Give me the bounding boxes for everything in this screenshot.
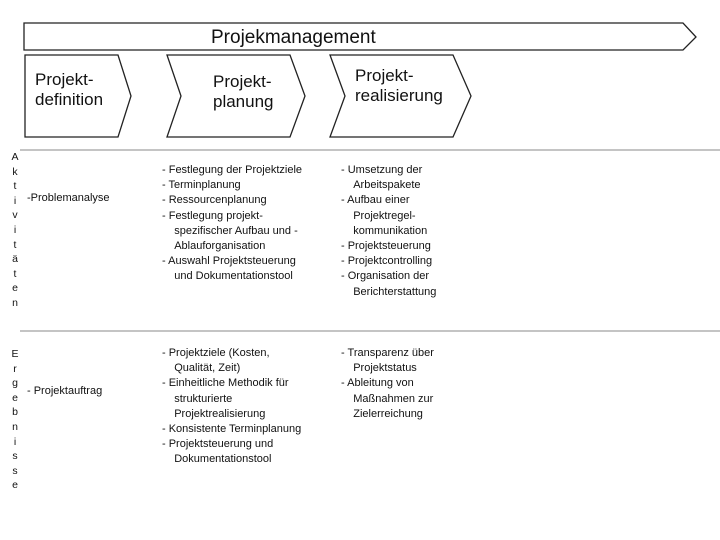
- side-letter: A: [11, 151, 19, 163]
- side-letter: s: [12, 450, 18, 463]
- list-item: - Projektsteuerung: [341, 240, 431, 253]
- ergebnisse-definition-text: - Projektauftrag: [27, 385, 103, 397]
- list-item: - Festlegung projekt-: [162, 209, 263, 222]
- list-item: - Transparenz über: [341, 347, 434, 359]
- list-item: Zielerreichung: [341, 407, 423, 420]
- side-label-ergebnisse: [10, 347, 20, 493]
- phase-label-line: realisierung: [355, 86, 443, 105]
- ergebnisse-realisierung-list: [341, 346, 434, 422]
- list-item: - Organisation der: [341, 270, 430, 283]
- list-item: - Projektcontrolling: [341, 255, 433, 268]
- side-letter: b: [12, 406, 18, 419]
- side-letter: k: [12, 165, 18, 178]
- side-letter: t: [13, 267, 17, 280]
- list-item: Projektregel-: [341, 209, 416, 222]
- phase-label-realisierung: [355, 66, 443, 106]
- banner-title: Projekmanagement: [211, 27, 376, 48]
- list-item: - Einheitliche Methodik für: [162, 377, 289, 390]
- aktivitaeten-definition-text: -Problemanalyse: [27, 192, 110, 204]
- side-letter: e: [12, 391, 18, 404]
- phase-label-definition: [35, 70, 103, 110]
- list-item: Projektstatus: [341, 362, 417, 375]
- phase-label-line: Projekt-: [35, 70, 94, 89]
- list-item: Ablauforganisation: [162, 240, 266, 253]
- aktivitaeten-realisierung-list: [341, 163, 436, 300]
- phase-label-line: Projekt-: [213, 72, 272, 91]
- side-letter: e: [12, 282, 18, 295]
- list-item: - Festlegung der Projektziele: [162, 164, 303, 176]
- side-letter: ä: [12, 253, 18, 266]
- ergebnisse-planung-list: [162, 346, 301, 468]
- side-letter: s: [12, 464, 18, 477]
- list-item: - Auswahl Projektsteuerung: [162, 255, 296, 268]
- aktivitaeten-planung-list: [162, 163, 302, 285]
- list-item: Qualität, Zeit): [162, 362, 241, 375]
- side-letter: r: [13, 362, 17, 375]
- list-item: Projektrealisierung: [162, 407, 266, 420]
- list-item: - Projektziele (Kosten,: [162, 347, 270, 359]
- phase-label-planung: [213, 72, 274, 112]
- list-item: Maßnahmen zur: [341, 392, 434, 405]
- list-item: und Dokumentationstool: [162, 270, 293, 283]
- side-letter: E: [11, 348, 19, 360]
- phase-label-line: Projekt-: [355, 66, 414, 85]
- list-item: - Terminplanung: [162, 179, 241, 192]
- list-item: Berichterstattung: [341, 285, 437, 298]
- list-item: - Umsetzung der: [341, 164, 423, 176]
- side-letter: i: [13, 435, 17, 448]
- list-item: - Ableitung von: [341, 377, 414, 390]
- list-item: - Konsistente Terminplanung: [162, 423, 302, 436]
- list-item: - Aufbau einer: [341, 194, 410, 207]
- side-letter: n: [12, 296, 18, 309]
- side-letter: e: [12, 479, 18, 492]
- list-item: spezifischer Aufbau und -: [162, 224, 298, 237]
- side-letter: i: [13, 223, 17, 236]
- list-item: - Ressourcenplanung: [162, 194, 267, 207]
- list-item: Arbeitspakete: [341, 179, 421, 192]
- side-label-aktivitaeten: [10, 150, 20, 311]
- side-letter: v: [12, 209, 18, 222]
- phase-label-line: definition: [35, 90, 104, 109]
- side-letter: t: [13, 180, 17, 193]
- side-letter: t: [13, 238, 17, 251]
- phase-label-line: planung: [213, 92, 274, 111]
- list-item: Dokumentationstool: [162, 453, 272, 466]
- side-letter: n: [12, 420, 18, 433]
- list-item: strukturierte: [162, 392, 233, 405]
- side-letter: i: [13, 194, 17, 207]
- list-item: kommunikation: [341, 224, 428, 237]
- list-item: - Projektsteuerung und: [162, 438, 274, 451]
- side-letter: g: [12, 377, 18, 390]
